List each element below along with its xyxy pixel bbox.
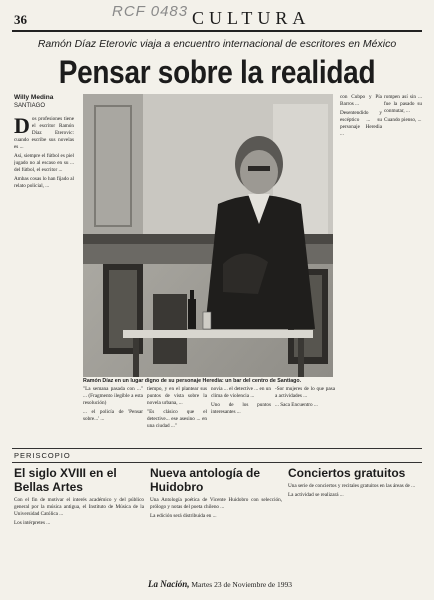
paragraph: novia ... el detective ... en un clima de violencia ... xyxy=(211,386,271,399)
article-kicker: Ramón Díaz Eterovic viaja a encuentro internacional de escritores en México xyxy=(37,38,397,50)
header-rule xyxy=(12,30,422,32)
item-title: Conciertos gratuitos xyxy=(288,466,406,480)
item-body xyxy=(150,497,282,587)
photo-caption: Ramón Díaz en un lugar digno de su personaje Heredia: un bar del centro de Santiago. xyxy=(83,378,302,384)
paragraph: ... el policía de 'Pensar sobre...' ... xyxy=(83,409,143,422)
article-headline: Pensar sobre la realidad xyxy=(58,54,376,90)
paragraph: La edición será distribuida en ... xyxy=(150,513,217,519)
section-title: CULTURA xyxy=(192,8,311,28)
periscopio-rule-2 xyxy=(12,462,422,463)
newspaper-name: La Nación, xyxy=(148,579,190,589)
periscopio-item-conciertos xyxy=(288,466,422,573)
paragraph: Una serie de conciertos y recitales gratuitos en las áreas de ... xyxy=(288,483,416,489)
paragraph: "La semana pasada con ..." ... (Fragmento ilegible a esta resolución) xyxy=(83,386,143,406)
byline-city: SANTIAGO xyxy=(14,103,46,109)
paragraph: Uno de los puntos interesantes ... xyxy=(211,402,271,415)
paragraph: os profesiones tiene el escritor Ramón Díaz Eterovic: cuando escribe sus novelas es ... xyxy=(14,116,74,150)
byline xyxy=(14,94,72,110)
paragraph: tiempo, y en el plantear sus puntos de vista sobre la novela urbana, ... xyxy=(147,386,207,406)
paragraph: Los intérpretes ... xyxy=(14,520,51,526)
paragraph: con Cubpo y Pía Barros ... xyxy=(340,94,382,107)
archive-stamp: RCF 0483 xyxy=(112,3,189,20)
paragraph: Desentendido y escéptico ... su personaje Heredia ... xyxy=(340,110,382,137)
page-footer xyxy=(100,579,340,589)
article-column-3 xyxy=(147,386,207,444)
paragraph: Ambas cosas lo han fijado al relato policial, ... xyxy=(14,176,74,189)
author-name: Willy Medina xyxy=(14,94,54,101)
article-column-7 xyxy=(384,94,422,444)
article-column-5 xyxy=(275,386,335,444)
photo-image xyxy=(83,94,333,377)
periscopio-item-bellas-artes xyxy=(14,466,144,587)
item-title: Nueva antología de Huidobro xyxy=(150,466,261,494)
article-photo xyxy=(83,94,333,377)
item-body xyxy=(14,497,144,587)
article-column-1 xyxy=(14,116,74,444)
periscopio-label: PERISCOPIO xyxy=(14,451,71,460)
paragraph: Una Antología poética de Vicente Huidobro con selección, prólogo y notas del poeta chileno ... xyxy=(150,497,282,510)
paragraph: Cuando pienso, ... xyxy=(384,117,422,123)
page-number: 36 xyxy=(14,12,27,27)
paragraph: -Sor mujeres de lo que pasa a actividades ... xyxy=(275,386,335,399)
publication-date: Martes 23 de Noviembre de 1993 xyxy=(191,580,292,589)
paragraph: La actividad se realizará ... xyxy=(288,492,344,498)
paragraph: Con el fin de motivar el interés académico y del público general por la música antigua, el Instituto de Música de la Universidad Católica ... xyxy=(14,497,144,517)
periscopio-rule xyxy=(12,448,422,449)
paragraph: Así, siempre el fútbol es piel jugado no al escaso en su ... del fútbol, el escritor ... xyxy=(14,153,74,173)
item-body xyxy=(288,483,422,573)
article-column-2 xyxy=(83,386,143,444)
periscopio-item-huidobro xyxy=(150,466,282,587)
paragraph: ... Saca Encuentro ... xyxy=(275,402,318,408)
paragraph: "Es clásico que el detective... ese asesino ... en una ciudad ..." xyxy=(147,409,207,429)
drop-cap: D xyxy=(14,116,30,138)
item-title: El siglo XVIII en el Bellas Artes xyxy=(14,466,117,494)
article-column-6 xyxy=(340,94,382,444)
article-column-4 xyxy=(211,386,271,444)
paragraph: rompen así sin ... fue la pasado su conmutar, ... xyxy=(384,94,422,114)
